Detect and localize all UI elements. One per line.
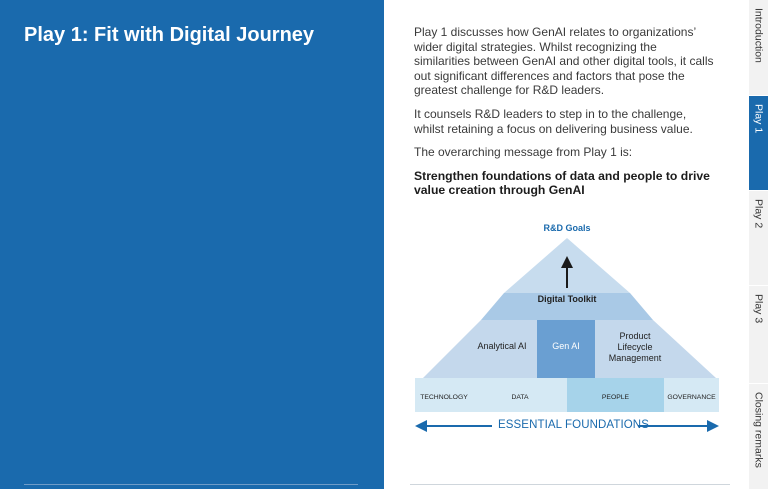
paragraph-2: It counsels R&D leaders to step in to the challenge, whilst retaining a focus on delivering business value. bbox=[414, 106, 693, 136]
paragraph-1: Play 1 discusses how GenAI relates to organizations’ wider digital strategies. Whilst recognizing the similarities between GenAI and other digital tools, it calls out significant differences and factors that pose the greatest challenge for R&D leaders. bbox=[414, 25, 714, 98]
nav-tab-play-2[interactable] bbox=[749, 190, 768, 285]
technology-label: TECHNOLOGY bbox=[420, 394, 468, 401]
page-title: Play 1: Fit with Digital Journey bbox=[24, 24, 315, 46]
foundations-arrow-left-head bbox=[415, 420, 427, 432]
nav-tab-play-3[interactable] bbox=[749, 285, 768, 383]
nav-tab-play-1[interactable] bbox=[749, 95, 768, 190]
nav-tab-introduction-label: Introduction bbox=[752, 8, 765, 63]
governance-label: GOVERNANCE bbox=[667, 394, 716, 401]
left-divider bbox=[24, 484, 358, 485]
play-diagram bbox=[412, 212, 722, 452]
side-nav bbox=[749, 0, 768, 489]
foundations-arrow-right-head bbox=[707, 420, 719, 432]
essential-foundations-label: ESSENTIAL FOUNDATIONS bbox=[498, 419, 649, 431]
nav-tab-play-3-label: Play 3 bbox=[752, 294, 765, 324]
gen-ai-label: Gen AI bbox=[552, 341, 580, 351]
plm-label: Product Lifecycle Management bbox=[608, 331, 662, 363]
lead-message: Strengthen foundations of data and people to drive value creation through GenAI bbox=[414, 168, 710, 198]
content-column bbox=[414, 25, 714, 207]
right-divider bbox=[410, 484, 730, 485]
people-label: PEOPLE bbox=[601, 394, 630, 401]
nav-tab-closing-remarks-label: Closing remarks bbox=[752, 392, 765, 468]
nav-tab-closing-remarks[interactable] bbox=[749, 383, 768, 489]
rd-goals-label: R&D Goals bbox=[543, 223, 591, 233]
paragraph-3: The overarching message from Play 1 is: bbox=[414, 145, 633, 160]
nav-tab-play-2-label: Play 2 bbox=[752, 199, 765, 229]
data-label: DATA bbox=[511, 394, 529, 401]
nav-tab-introduction[interactable] bbox=[749, 0, 768, 95]
analytical-ai-label: Analytical AI bbox=[477, 341, 527, 351]
pyramid-graphic bbox=[412, 212, 722, 452]
nav-tab-play-1-label: Play 1 bbox=[752, 104, 765, 134]
digital-toolkit-label: Digital Toolkit bbox=[537, 294, 597, 304]
